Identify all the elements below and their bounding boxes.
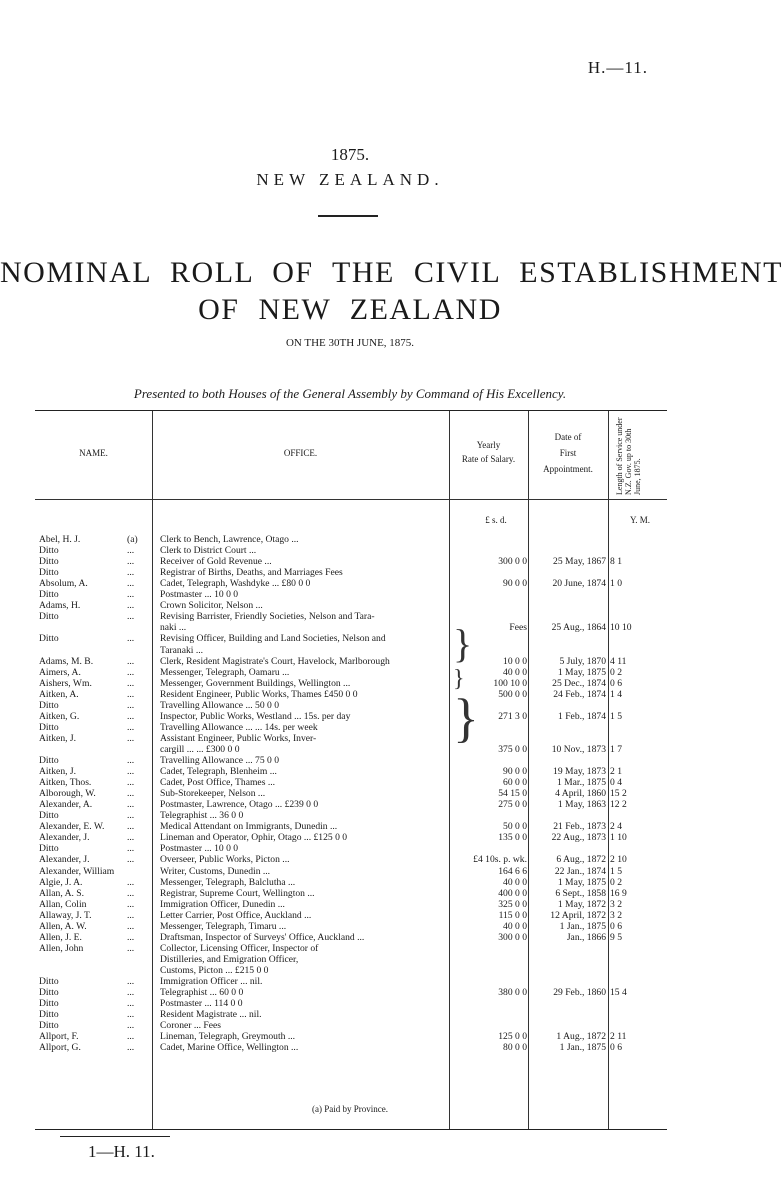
office-cell: Travelling Allowance ... 50 0 0 bbox=[160, 699, 280, 711]
name-mark: ... bbox=[127, 688, 135, 700]
name-mark: ... bbox=[127, 976, 135, 987]
office-cell: Messenger, Government Buildings, Wellington ... bbox=[160, 677, 351, 689]
service-length-cell: 10 10 bbox=[610, 622, 632, 634]
country: NEW ZEALAND. bbox=[256, 170, 444, 189]
office-cell: Inspector, Public Works, Westland ... 15s. per day bbox=[160, 710, 351, 722]
table-row bbox=[35, 556, 667, 567]
name-cell: Aitken, A. bbox=[39, 688, 79, 700]
name-mark: ... bbox=[127, 666, 135, 678]
salary-cell: 500 0 0 bbox=[498, 688, 527, 700]
name-cell: Algie, J. A. bbox=[39, 876, 83, 888]
name-cell: Ditto bbox=[39, 545, 59, 557]
name-mark: ... bbox=[127, 699, 135, 711]
column-header-date-1: Date of bbox=[554, 432, 582, 442]
service-length-cell: 0 6 bbox=[610, 920, 622, 932]
name-mark: ... bbox=[127, 589, 135, 601]
office-cell: naki ... bbox=[160, 622, 187, 634]
table-row bbox=[35, 622, 667, 633]
table-row bbox=[35, 910, 667, 921]
office-cell: Coroner ... Fees bbox=[160, 1020, 222, 1032]
office-cell: Travelling Allowance ... ... 14s. per week bbox=[160, 721, 318, 733]
name-mark: ... bbox=[127, 1042, 135, 1054]
salary-cell: 300 0 0 bbox=[498, 556, 527, 568]
table-row bbox=[35, 932, 667, 943]
name-mark: ... bbox=[127, 832, 135, 844]
name-mark: ... bbox=[127, 821, 135, 833]
name-mark: ... bbox=[127, 600, 135, 612]
service-length-cell: 0 6 bbox=[610, 1042, 622, 1054]
appointment-date-cell: 1 May, 1863 bbox=[557, 799, 606, 811]
service-length-cell: 8 1 bbox=[610, 556, 622, 568]
column-header-salary-2: Rate of Salary. bbox=[461, 454, 516, 464]
salary-cell: 100 10 0 bbox=[493, 677, 527, 689]
page-title-line-2: OF NEW ZEALAND bbox=[198, 293, 502, 326]
office-cell: Medical Attendant on Immigrants, Dunedin ... bbox=[160, 821, 338, 833]
name-mark: ... bbox=[127, 655, 135, 667]
service-length-cell: 1 5 bbox=[610, 865, 622, 877]
name-cell: Ditto bbox=[39, 1009, 59, 1021]
name-cell: Alexander, J. bbox=[39, 832, 90, 844]
office-cell: Resident Magistrate ... nil. bbox=[160, 1009, 262, 1021]
nominal-roll-table bbox=[35, 410, 667, 1130]
salary-cell: 90 0 0 bbox=[503, 766, 527, 778]
table-row bbox=[35, 866, 667, 877]
service-length-cell: 3 2 bbox=[610, 909, 622, 921]
footnote: (a) Paid by Province. bbox=[312, 1104, 388, 1114]
office-cell: Sub-Storekeeper, Nelson ... bbox=[160, 788, 266, 800]
office-cell: Clerk to Bench, Lawrence, Otago ... bbox=[160, 534, 299, 545]
office-cell: Messenger, Telegraph, Oamaru ... bbox=[160, 666, 290, 678]
name-cell: Ditto bbox=[39, 567, 59, 579]
name-mark: ... bbox=[127, 854, 135, 866]
service-length-cell: 1 5 bbox=[610, 710, 622, 722]
appointment-date-cell: 1 Aug., 1872 bbox=[556, 1031, 606, 1043]
office-cell: Cadet, Telegraph, Blenheim ... bbox=[160, 766, 277, 778]
salary-cell: 80 0 0 bbox=[503, 1042, 527, 1054]
table-row bbox=[35, 921, 667, 932]
name-cell: Allen, J. E. bbox=[39, 931, 82, 943]
appointment-date-cell: 19 May, 1873 bbox=[553, 766, 606, 778]
salary-cell: 40 0 0 bbox=[503, 876, 527, 888]
service-length-cell: 1 10 bbox=[610, 832, 627, 844]
table-row bbox=[35, 976, 667, 987]
table-row bbox=[35, 578, 667, 589]
name-mark: ... bbox=[127, 1020, 135, 1032]
name-cell: Allan, A. S. bbox=[39, 887, 85, 899]
office-cell: Draftsman, Inspector of Surveys' Office, Auckland ... bbox=[160, 931, 365, 943]
office-cell: Writer, Customs, Dunedin ... bbox=[160, 865, 271, 877]
office-cell: Resident Engineer, Public Works, Thames £450 0 0 bbox=[160, 688, 358, 700]
name-mark: ... bbox=[127, 732, 135, 744]
name-cell: Allan, Colin bbox=[39, 898, 87, 910]
time-units: Y. M. bbox=[629, 515, 651, 525]
column-header-salary-1: Yearly bbox=[476, 440, 501, 450]
name-mark: ... bbox=[127, 545, 135, 557]
table-row bbox=[35, 810, 667, 821]
name-cell: Ditto bbox=[39, 721, 59, 733]
salary-cell: 271 3 0 bbox=[498, 710, 527, 722]
office-cell: Revising Officer, Building and Land Societies, Nelson and bbox=[160, 633, 386, 645]
office-cell: Registrar, Supreme Court, Wellington ... bbox=[160, 887, 315, 899]
appointment-date-cell: 1 Jan., 1875 bbox=[559, 1042, 606, 1054]
salary-cell: 40 0 0 bbox=[503, 920, 527, 932]
appointment-date-cell: 25 Dec., 1874 bbox=[552, 677, 606, 689]
service-length-cell: 1 4 bbox=[610, 688, 622, 700]
service-length-cell: 2 1 bbox=[610, 766, 622, 778]
service-length-cell: 4 11 bbox=[610, 655, 627, 667]
appointment-date-cell: 22 Aug., 1873 bbox=[551, 832, 606, 844]
table-row bbox=[35, 987, 667, 998]
appointment-date-cell: 29 Feb., 1860 bbox=[553, 987, 606, 999]
name-cell: Ditto bbox=[39, 699, 59, 711]
name-mark: ... bbox=[127, 1009, 135, 1021]
table-row bbox=[35, 689, 667, 700]
salary-cell: 50 0 0 bbox=[503, 821, 527, 833]
service-length-cell: 0 4 bbox=[610, 777, 622, 789]
appointment-date-cell: 25 Aug., 1864 bbox=[551, 622, 606, 634]
bracket: } bbox=[453, 688, 479, 748]
table-row bbox=[35, 678, 667, 689]
bracket: } bbox=[453, 621, 473, 666]
salary-cell: 10 0 0 bbox=[503, 655, 527, 667]
name-cell: Ditto bbox=[39, 998, 59, 1010]
table-row bbox=[35, 777, 667, 788]
name-mark: ... bbox=[127, 876, 135, 888]
office-cell: Cadet, Telegraph, Washdyke ... £80 0 0 bbox=[160, 578, 311, 590]
table-row bbox=[35, 877, 667, 888]
name-cell: Aitken, Thos. bbox=[39, 777, 92, 789]
salary-cell: 40 0 0 bbox=[503, 666, 527, 678]
appointment-date-cell: 6 Aug., 1872 bbox=[556, 854, 606, 866]
appointment-date-cell: 24 Feb., 1874 bbox=[553, 688, 606, 700]
name-mark: ... bbox=[127, 887, 135, 899]
table-row bbox=[35, 799, 667, 810]
office-cell: Clerk to District Court ... bbox=[160, 545, 257, 557]
office-cell: Telegraphist ... 60 0 0 bbox=[160, 987, 244, 999]
service-length-cell: 0 6 bbox=[610, 677, 622, 689]
office-cell: Cadet, Post Office, Thames ... bbox=[160, 777, 276, 789]
table-row bbox=[35, 843, 667, 854]
table-row bbox=[35, 788, 667, 799]
name-mark: ... bbox=[127, 677, 135, 689]
salary-cell: 54 15 0 bbox=[498, 788, 527, 800]
salary-cell: £4 10s. p. wk. bbox=[473, 854, 527, 866]
date-line: ON THE 30TH JUNE, 1875. bbox=[285, 337, 415, 349]
salary-cell: 380 0 0 bbox=[498, 987, 527, 999]
name-mark: ... bbox=[127, 909, 135, 921]
column-header-date-2: First bbox=[559, 448, 577, 458]
office-cell: Collector, Licensing Officer, Inspector of bbox=[160, 942, 319, 954]
page-id: H.—11. bbox=[587, 58, 648, 77]
name-cell: Ditto bbox=[39, 843, 59, 855]
appointment-date-cell: 1 Jan., 1875 bbox=[559, 920, 606, 932]
name-cell: Allport, F. bbox=[39, 1031, 79, 1043]
office-cell: Messenger, Telegraph, Balclutha ... bbox=[160, 876, 296, 888]
name-cell: Allen, John bbox=[39, 942, 84, 954]
name-mark: ... bbox=[127, 777, 135, 789]
office-cell: Revising Barrister, Friendly Societies, Nelson and Tara- bbox=[160, 611, 375, 623]
appointment-date-cell: 10 Nov., 1873 bbox=[551, 743, 606, 755]
service-length-cell: 0 2 bbox=[610, 666, 622, 678]
table-row bbox=[35, 998, 667, 1009]
name-mark: ... bbox=[127, 843, 135, 855]
office-cell: Postmaster ... 114 0 0 bbox=[160, 998, 243, 1010]
salary-cell: 125 0 0 bbox=[498, 1031, 527, 1043]
name-mark: ... bbox=[127, 810, 135, 822]
salary-cell: 300 0 0 bbox=[498, 931, 527, 943]
service-length-cell: 15 2 bbox=[610, 788, 627, 800]
office-cell: Telegraphist ... 36 0 0 bbox=[160, 810, 244, 822]
column-header-name: NAME. bbox=[79, 448, 108, 458]
name-cell: Allaway, J. T. bbox=[39, 909, 92, 921]
name-cell: Alexander, E. W. bbox=[39, 821, 105, 833]
name-cell: Ditto bbox=[39, 633, 59, 645]
appointment-date-cell: 1 May, 1875 bbox=[557, 666, 606, 678]
name-mark: ... bbox=[127, 578, 135, 590]
office-cell: Clerk, Resident Magistrate's Court, Havelock, Marlborough bbox=[160, 655, 390, 667]
salary-cell: 325 0 0 bbox=[498, 898, 527, 910]
page-title-line-1: NOMINAL ROLL OF THE CIVIL ESTABLISHMENT bbox=[0, 256, 783, 289]
salary-cell: 60 0 0 bbox=[503, 777, 527, 789]
name-cell: Ditto bbox=[39, 611, 59, 623]
name-cell: Alexander, A. bbox=[39, 799, 93, 811]
column-header-office: OFFICE. bbox=[283, 448, 318, 458]
name-cell: Alborough, W. bbox=[39, 788, 96, 800]
name-cell: Aitken, J. bbox=[39, 732, 77, 744]
name-mark: ... bbox=[127, 556, 135, 568]
table-row bbox=[35, 567, 667, 578]
office-cell: Immigration Officer ... nil. bbox=[160, 976, 263, 987]
service-length-cell: 1 0 bbox=[610, 578, 622, 590]
name-mark: ... bbox=[127, 1031, 135, 1043]
name-mark: ... bbox=[127, 721, 135, 733]
paper-number: 1—H. 11. bbox=[88, 1142, 155, 1161]
service-length-cell: 2 10 bbox=[610, 854, 627, 866]
office-cell: Cadet, Marine Office, Wellington ... bbox=[160, 1042, 299, 1054]
salary-cell: 90 0 0 bbox=[503, 578, 527, 590]
table-row bbox=[35, 888, 667, 899]
name-cell: Alexander, William bbox=[39, 865, 115, 877]
service-length-cell: 2 11 bbox=[610, 1031, 627, 1043]
office-cell: Crown Solicitor, Nelson ... bbox=[160, 600, 263, 612]
year: 1875. bbox=[330, 145, 370, 164]
table-row bbox=[35, 545, 667, 556]
office-cell: Receiver of Gold Revenue ... bbox=[160, 556, 272, 568]
table-row bbox=[35, 534, 667, 545]
name-mark: ... bbox=[127, 710, 135, 722]
appointment-date-cell: 25 May, 1867 bbox=[553, 556, 606, 568]
name-cell: Adams, M. B. bbox=[39, 655, 94, 667]
office-cell: Taranaki ... bbox=[160, 644, 204, 656]
title-rule bbox=[318, 215, 378, 217]
table-row bbox=[35, 943, 667, 954]
table-row bbox=[35, 1042, 667, 1053]
table-row bbox=[35, 965, 667, 976]
service-length-cell: 2 4 bbox=[610, 821, 622, 833]
salary-cell: 164 6 6 bbox=[498, 865, 527, 877]
office-cell: Registrar of Births, Deaths, and Marriages Fees bbox=[160, 567, 343, 579]
appointment-date-cell: 1 Mar., 1875 bbox=[556, 777, 606, 789]
name-cell: Aishers, Wm. bbox=[39, 677, 92, 689]
office-cell: Distilleries, and Emigration Officer, bbox=[160, 953, 299, 965]
name-cell: Ditto bbox=[39, 589, 59, 601]
office-cell: Lineman, Telegraph, Greymouth ... bbox=[160, 1031, 296, 1043]
table-row bbox=[35, 611, 667, 622]
name-mark: ... bbox=[127, 987, 135, 999]
table-row bbox=[35, 633, 667, 644]
salary-cell: 375 0 0 bbox=[498, 743, 527, 755]
name-cell: Adams, H. bbox=[39, 600, 81, 612]
name-mark: ... bbox=[127, 788, 135, 800]
salary-cell: Fees bbox=[509, 622, 527, 634]
office-cell: Assistant Engineer, Public Works, Inver- bbox=[160, 732, 317, 744]
office-cell: Postmaster, Lawrence, Otago ... £239 0 0 bbox=[160, 799, 319, 811]
column-header-date-3: Appointment. bbox=[543, 464, 593, 474]
appointment-date-cell: 6 Sept., 1858 bbox=[555, 887, 606, 899]
office-cell: Postmaster ... 10 0 0 bbox=[160, 589, 239, 601]
service-length-cell: 1 7 bbox=[610, 743, 622, 755]
column-header-length: Length of Service under N.Z. Gov. up to 30th June, 1875. bbox=[615, 417, 642, 495]
name-cell: Ditto bbox=[39, 1020, 59, 1032]
table-row bbox=[35, 1009, 667, 1020]
name-cell: Absolum, A. bbox=[39, 578, 88, 590]
name-mark: ... bbox=[127, 799, 135, 811]
table-row bbox=[35, 744, 667, 755]
name-mark: ... bbox=[127, 898, 135, 910]
name-cell: Aitken, G. bbox=[39, 710, 80, 722]
office-cell: cargill ... ... £300 0 0 bbox=[160, 743, 240, 755]
table-row bbox=[35, 1020, 667, 1031]
name-cell: Ditto bbox=[39, 810, 59, 822]
office-cell: Customs, Picton ... £215 0 0 bbox=[160, 964, 269, 976]
name-cell: Ditto bbox=[39, 987, 59, 999]
name-cell: Allport, G. bbox=[39, 1042, 81, 1054]
appointment-date-cell: 1 May, 1872 bbox=[557, 898, 606, 910]
name-mark: ... bbox=[127, 755, 135, 766]
header-divider bbox=[35, 499, 667, 500]
table-row bbox=[35, 1031, 667, 1042]
name-mark: (a) bbox=[127, 534, 138, 545]
name-cell: Allen, A. W. bbox=[39, 920, 87, 932]
service-length-cell: 0 2 bbox=[610, 876, 622, 888]
table-row bbox=[35, 645, 667, 656]
footer-rule bbox=[60, 1136, 170, 1137]
service-length-cell: 12 2 bbox=[610, 799, 627, 811]
table-row bbox=[35, 832, 667, 843]
appointment-date-cell: 21 Feb., 1873 bbox=[553, 821, 606, 833]
table-row bbox=[35, 954, 667, 965]
name-cell: Abel, H. J. bbox=[39, 534, 81, 545]
name-mark: ... bbox=[127, 931, 135, 943]
office-cell: Messenger, Telegraph, Timaru ... bbox=[160, 920, 287, 932]
salary-cell: 115 0 0 bbox=[498, 909, 527, 921]
service-length-cell: 3 2 bbox=[610, 898, 622, 910]
name-mark: ... bbox=[127, 633, 135, 645]
name-mark: ... bbox=[127, 766, 135, 778]
name-mark: ... bbox=[127, 998, 135, 1010]
name-cell: Ditto bbox=[39, 556, 59, 568]
service-length-cell: 9 5 bbox=[610, 931, 622, 943]
table-row bbox=[35, 755, 667, 766]
service-length-cell: 15 4 bbox=[610, 987, 627, 999]
salary-cell: 400 0 0 bbox=[498, 887, 527, 899]
table-row bbox=[35, 733, 667, 744]
office-cell: Immigration Officer, Dunedin ... bbox=[160, 898, 285, 910]
office-cell: Letter Carrier, Post Office, Auckland ... bbox=[160, 909, 312, 921]
salary-cell: 275 0 0 bbox=[498, 799, 527, 811]
appointment-date-cell: 5 July, 1870 bbox=[559, 655, 606, 667]
table-row bbox=[35, 766, 667, 777]
bracket: } bbox=[453, 666, 465, 692]
office-cell: Postmaster ... 10 0 0 bbox=[160, 843, 239, 855]
table-row bbox=[35, 589, 667, 600]
appointment-date-cell: 12 April, 1872 bbox=[550, 909, 606, 921]
appointment-date-cell: 22 Jan., 1874 bbox=[554, 865, 606, 877]
appointment-date-cell: 4 April, 1860 bbox=[555, 788, 606, 800]
name-cell: Ditto bbox=[39, 755, 59, 766]
salary-cell: 135 0 0 bbox=[498, 832, 527, 844]
money-units: £ s. d. bbox=[485, 515, 507, 525]
name-cell: Ditto bbox=[39, 976, 59, 987]
appointment-date-cell: 20 June, 1874 bbox=[552, 578, 606, 590]
appointment-date-cell: 1 May, 1875 bbox=[557, 876, 606, 888]
appointment-date-cell: Jan., 1866 bbox=[566, 931, 606, 943]
table-row bbox=[35, 600, 667, 611]
table-row bbox=[35, 656, 667, 667]
table-row bbox=[35, 854, 667, 865]
office-cell: Overseer, Public Works, Picton ... bbox=[160, 854, 290, 866]
presented-line: Presented to both Houses of the General Assembly by Command of His Excellency. bbox=[133, 386, 567, 401]
table-row bbox=[35, 899, 667, 910]
name-cell: Alexander, J. bbox=[39, 854, 90, 866]
office-cell: Lineman and Operator, Ophir, Otago ... £125 0 0 bbox=[160, 832, 348, 844]
name-mark: ... bbox=[127, 942, 135, 954]
table-row bbox=[35, 700, 667, 711]
table-row bbox=[35, 821, 667, 832]
service-length-cell: 16 9 bbox=[610, 887, 627, 899]
name-mark: ... bbox=[127, 611, 135, 623]
name-mark: ... bbox=[127, 920, 135, 932]
name-cell: Aitken, J. bbox=[39, 766, 77, 778]
table-row bbox=[35, 722, 667, 733]
office-cell: Travelling Allowance ... 75 0 0 bbox=[160, 755, 280, 766]
appointment-date-cell: 1 Feb., 1874 bbox=[558, 710, 606, 722]
table-row bbox=[35, 667, 667, 678]
name-mark: ... bbox=[127, 567, 135, 579]
table-row bbox=[35, 711, 667, 722]
name-cell: Aimers, A. bbox=[39, 666, 81, 678]
